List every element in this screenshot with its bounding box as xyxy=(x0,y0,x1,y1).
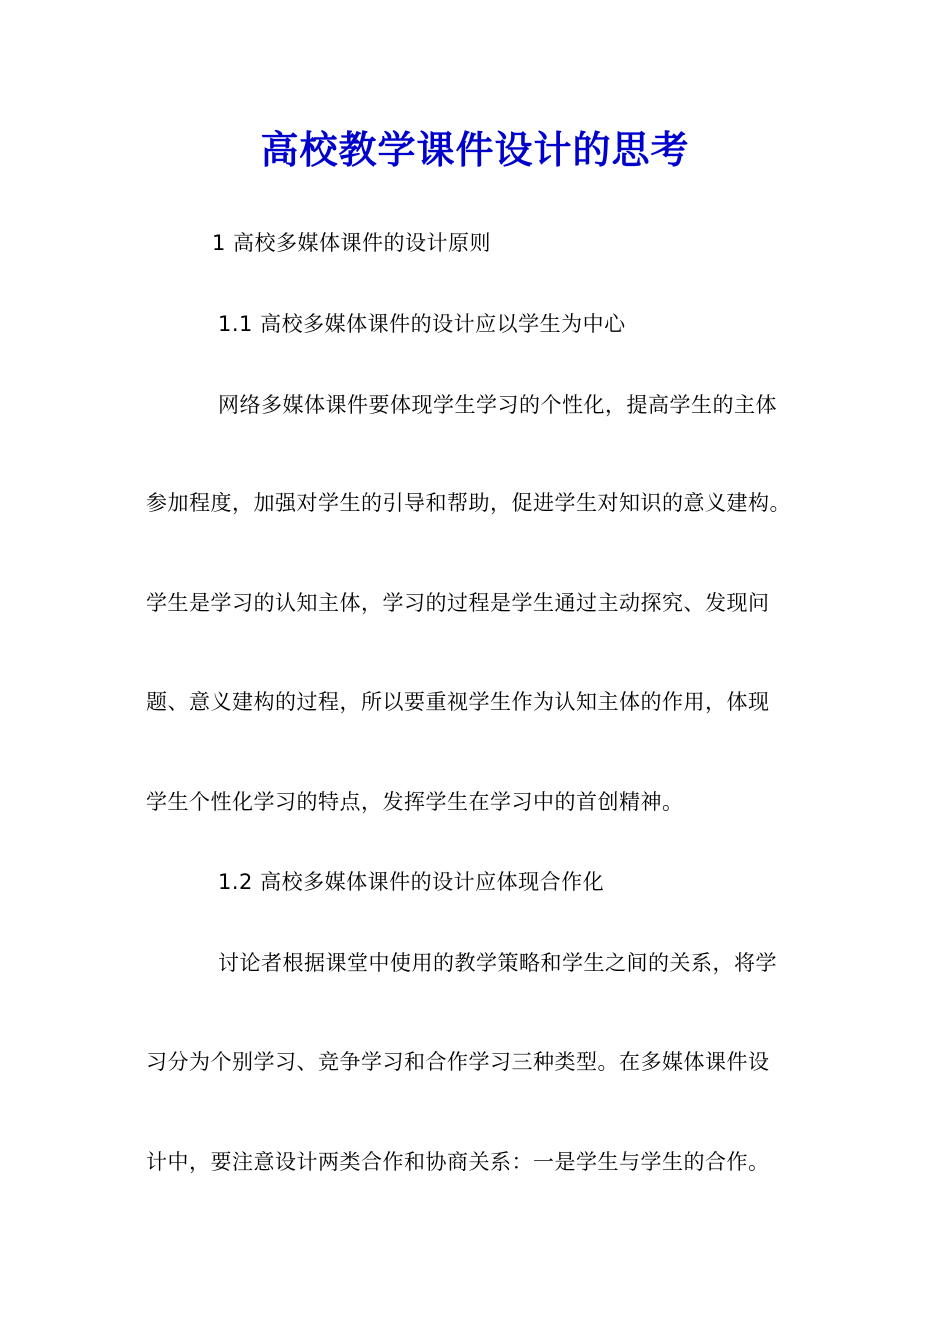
paragraph-line: 题、意义建构的过程，所以要重视学生作为认知主体的作用，体现 xyxy=(146,690,770,714)
paragraph-line: 计中，要注意设计两类合作和协商关系：一是学生与学生的合作。 xyxy=(146,1150,770,1174)
paragraph-line: 习分为个别学习、竞争学习和合作学习三种类型。在多媒体课件设 xyxy=(146,1050,770,1074)
paragraph-line: 网络多媒体课件要体现学生学习的个性化，提高学生的主体 xyxy=(218,393,777,417)
paragraph-line: 参加程度，加强对学生的引导和帮助，促进学生对知识的意义建构。 xyxy=(146,491,791,515)
subsection-heading-1-1: 1.1 高校多媒体课件的设计应以学生为中心 xyxy=(218,312,626,336)
section-heading-1: 1 高校多媒体课件的设计原则 xyxy=(212,231,492,255)
paragraph-line: 学生个性化学习的特点，发挥学生在学习中的首创精神。 xyxy=(146,790,684,814)
document-title: 高校教学课件设计的思考 xyxy=(260,127,690,172)
paragraph-line: 学生是学习的认知主体，学习的过程是学生通过主动探究、发现问 xyxy=(146,591,770,615)
paragraph-line: 讨论者根据课堂中使用的教学策略和学生之间的关系，将学 xyxy=(218,951,777,975)
subsection-heading-1-2: 1.2 高校多媒体课件的设计应体现合作化 xyxy=(218,870,605,894)
